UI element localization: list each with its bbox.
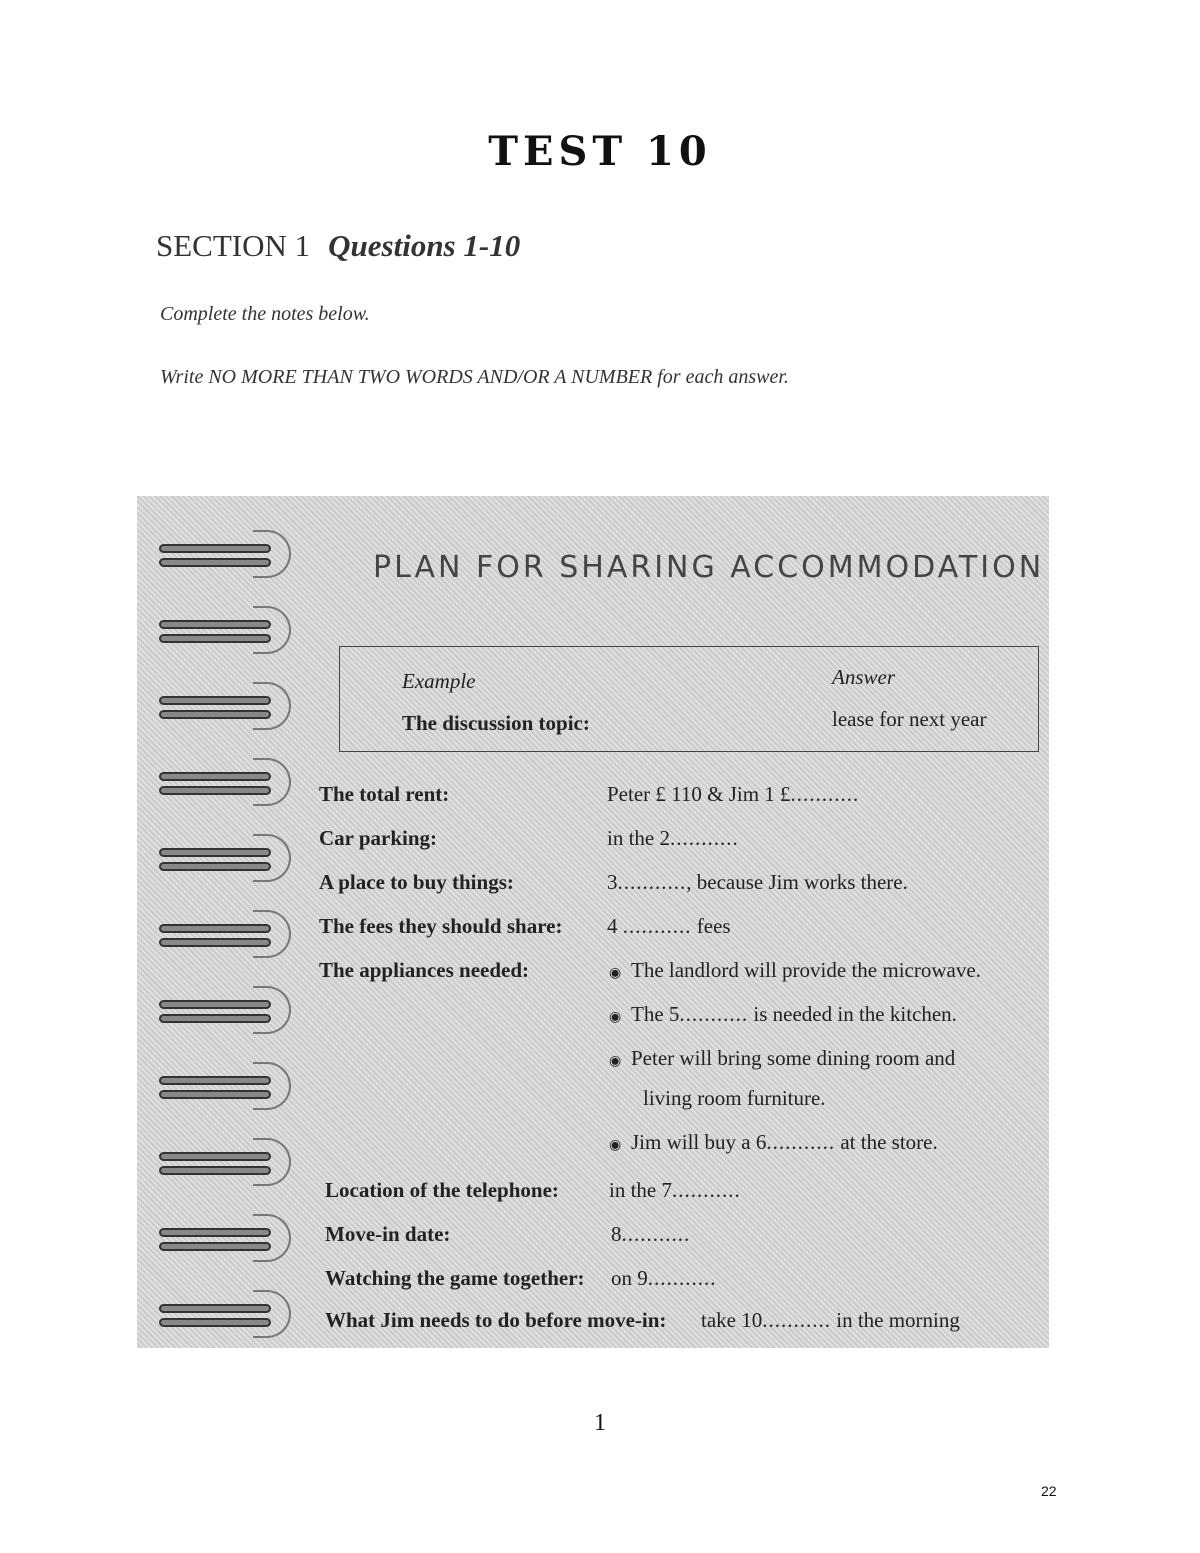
answer-blank-2[interactable]: ........... bbox=[670, 826, 739, 850]
note-label: Location of the telephone: bbox=[325, 1178, 559, 1202]
answer-blank-8[interactable]: ........... bbox=[621, 1222, 691, 1246]
bullet-icon: ◉ bbox=[609, 966, 622, 981]
corner-page-number: 22 bbox=[1041, 1483, 1057, 1499]
note-label: What Jim needs to do before move-in: bbox=[325, 1308, 667, 1332]
instruction-complete-notes: Complete the notes below. bbox=[160, 303, 370, 325]
bullet-item: ◉ Jim will buy a 6........... at the store. bbox=[609, 1130, 938, 1154]
example-question: The discussion topic: bbox=[402, 711, 590, 735]
note-label: Move-in date: bbox=[325, 1222, 451, 1246]
note-label: Watching the game together: bbox=[325, 1266, 585, 1290]
instruction-suffix: for each answer. bbox=[657, 366, 789, 388]
spiral-ring bbox=[159, 1210, 299, 1270]
spiral-ring bbox=[159, 1134, 299, 1194]
spiral-ring bbox=[159, 830, 299, 890]
note-label: A place to buy things: bbox=[319, 870, 514, 894]
spiral-ring bbox=[159, 754, 299, 814]
answer-blank-7[interactable]: ........... bbox=[672, 1178, 741, 1202]
example-box bbox=[339, 646, 1039, 752]
answer-blank-1[interactable]: ........... bbox=[790, 782, 860, 806]
spiral-ring bbox=[159, 602, 299, 662]
spiral-ring bbox=[159, 982, 299, 1042]
note-value: 8........... bbox=[611, 1222, 691, 1246]
answer-blank-10[interactable]: ........... bbox=[762, 1308, 831, 1332]
note-value: take 10........... in the morning bbox=[701, 1308, 960, 1332]
test-title: TEST 10 bbox=[488, 128, 712, 175]
note-value: in the 7........... bbox=[609, 1178, 741, 1202]
note-value: 4 ........... fees bbox=[607, 914, 731, 938]
section-questions: Questions 1-10 bbox=[328, 228, 521, 263]
answer-blank-9[interactable]: ........... bbox=[647, 1266, 717, 1290]
spiral-ring bbox=[159, 678, 299, 738]
bullet-continued: living room furniture. bbox=[643, 1086, 826, 1110]
note-label: The total rent: bbox=[319, 782, 450, 806]
notebook-image bbox=[137, 496, 1049, 1348]
plan-title: PLAN FOR SHARING ACCOMMODATION bbox=[373, 550, 1045, 585]
note-value: in the 2........... bbox=[607, 826, 739, 850]
spiral-ring bbox=[159, 1286, 299, 1346]
note-value: Peter £ 110 & Jim 1 £........... bbox=[607, 782, 860, 806]
note-label: The appliances needed: bbox=[319, 958, 530, 982]
spiral-ring bbox=[159, 526, 299, 586]
example-label: Example bbox=[402, 669, 476, 693]
section-heading bbox=[156, 228, 520, 264]
note-value: on 9........... bbox=[611, 1266, 717, 1290]
answer-blank-5[interactable]: ........... bbox=[679, 1002, 749, 1026]
bullet-item: ◉ Peter will bring some dining room and bbox=[609, 1046, 956, 1070]
bullet-item: ◉ The 5........... is needed in the kitchen. bbox=[609, 1002, 957, 1026]
instruction-prefix: Write bbox=[160, 366, 204, 388]
instruction-limit: NO MORE THAN TWO WORDS AND/OR A NUMBER bbox=[208, 366, 653, 388]
note-value: 3..........., because Jim works there. bbox=[607, 870, 908, 894]
bullet-icon: ◉ bbox=[609, 1138, 622, 1153]
instruction-word-limit bbox=[160, 366, 789, 389]
answer-label: Answer bbox=[832, 665, 895, 689]
spiral-ring bbox=[159, 906, 299, 966]
answer-blank-3[interactable]: ........... bbox=[617, 870, 687, 894]
bullet-item: ◉ The landlord will provide the microwave. bbox=[609, 958, 981, 982]
bullet-icon: ◉ bbox=[609, 1010, 622, 1025]
example-answer: lease for next year bbox=[832, 707, 987, 731]
answer-blank-6[interactable]: ........... bbox=[766, 1130, 836, 1154]
note-label: Car parking: bbox=[319, 826, 438, 850]
note-label: The fees they should share: bbox=[319, 914, 563, 938]
spiral-binding bbox=[159, 526, 309, 1346]
section-label: SECTION 1 bbox=[156, 228, 311, 263]
bullet-icon: ◉ bbox=[609, 1054, 622, 1069]
page-number: 1 bbox=[594, 1410, 606, 1436]
spiral-ring bbox=[159, 1058, 299, 1118]
answer-blank-4[interactable]: ........... bbox=[622, 914, 692, 938]
